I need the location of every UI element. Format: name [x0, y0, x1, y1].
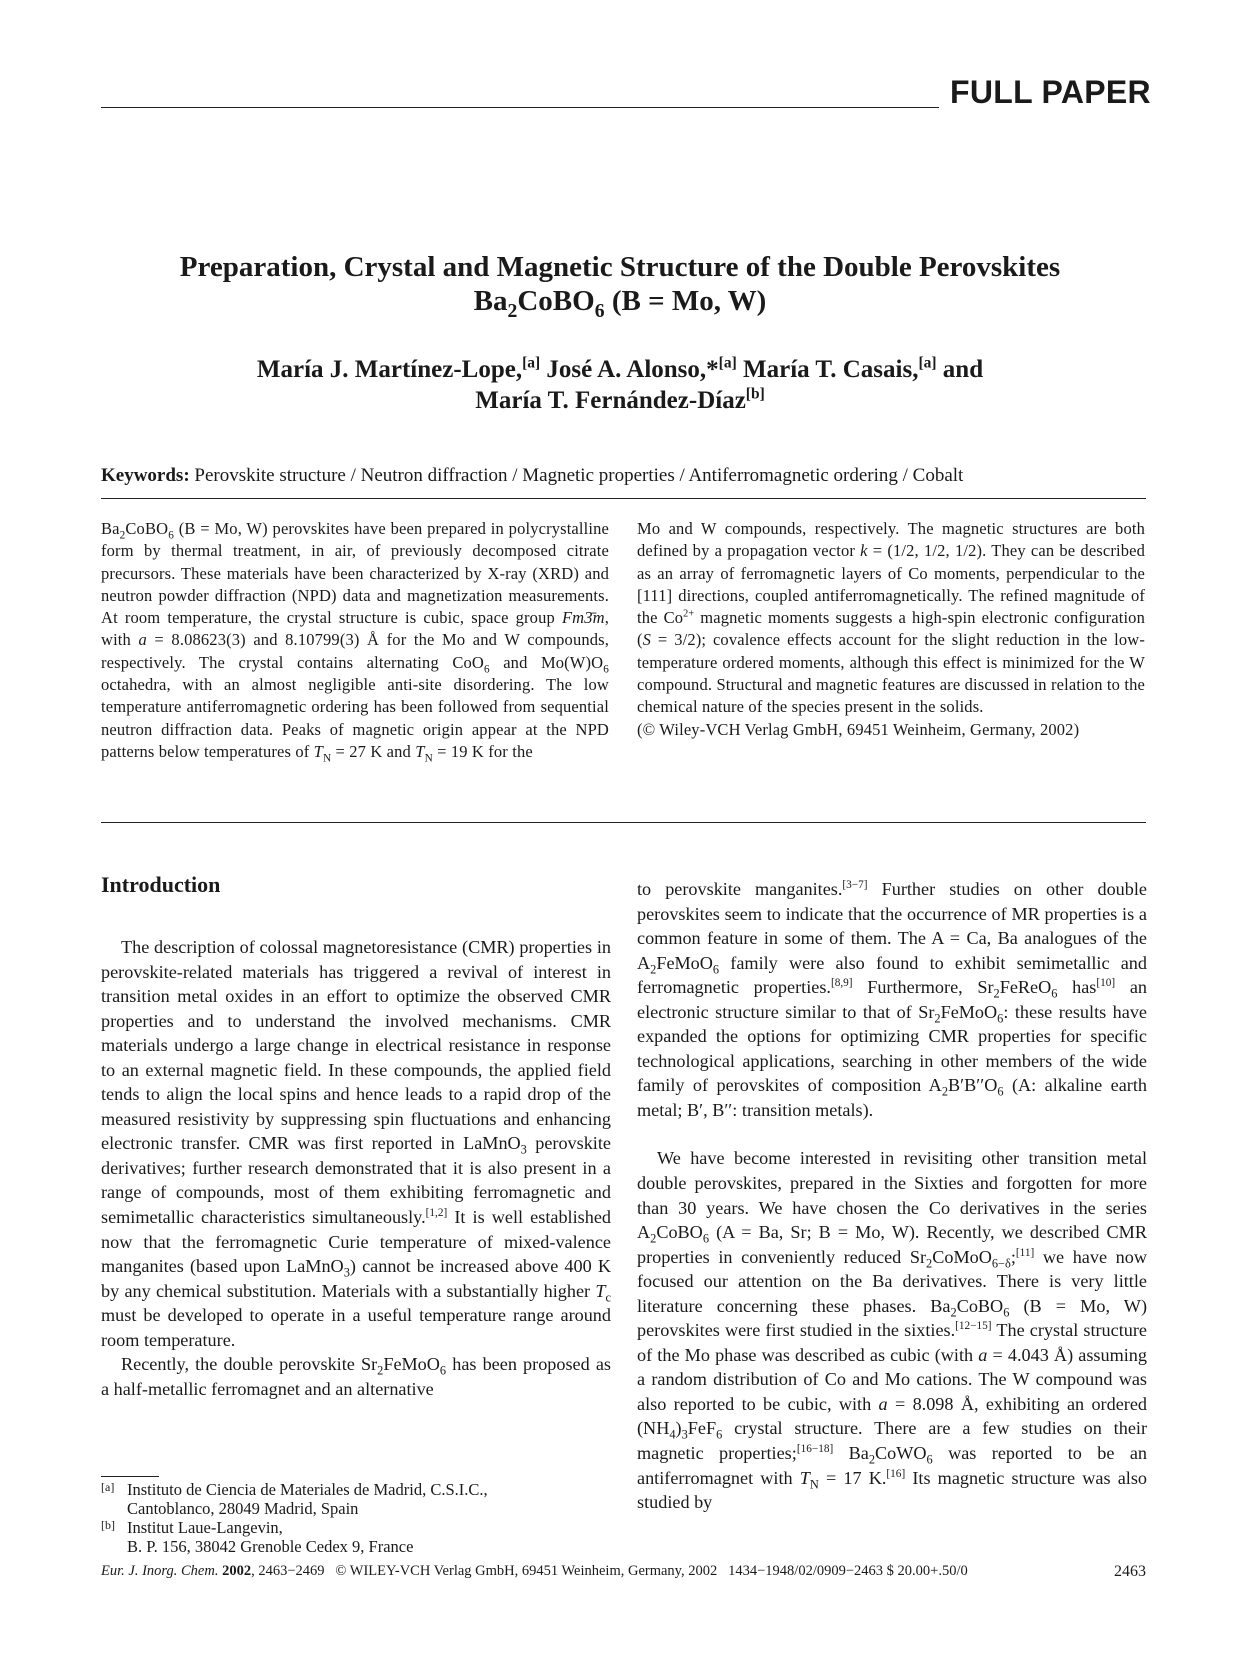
- paragraph: Recently, the double perovskite $Sr_2FeMoO_6$ has been proposed as a half-metallic ferromagnet and an alternative: [101, 1354, 611, 1399]
- affiliation-mark: [a]: [522, 354, 541, 372]
- journal-year: 2002: [222, 1563, 252, 1579]
- author-list: [100, 354, 1140, 416]
- journal-pages: , 2463−2469: [251, 1563, 325, 1579]
- citation: [3−7]: [842, 878, 868, 891]
- title-line-1: Preparation, Crystal and Magnetic Structure of the Double Perovskites: [179, 251, 1061, 283]
- abstract-right-column: Mo and W compounds, respectively. The magnetic structures are both defined by a propagation vector k = (1/2, 1/2, 1/2). They can be described as an array of ferromagnetic layers of Co moments, perpendicular to the [111] directions, coupled antiferromagnetically. The refined magnitude of the $Co^{2+}$ magnetic moments suggests a high-spin electronic configuration (S = 3/2); covalence effects account for the slight reduction in the low-temperature ordered moments, although this effect is minimized for the W compound. Structural and magnetic features are discussed in relation to the chemical nature of the species present in the solids. (© Wiley-VCH Verlag GmbH, 69451 Weinheim, Germany, 2002): [637, 519, 1145, 739]
- page-number: 2463: [1114, 1563, 1146, 1580]
- abstract-copyright: (© Wiley-VCH Verlag GmbH, 69451 Weinheim, Germany, 2002): [637, 719, 1080, 739]
- author-name: María T. Casais,: [743, 356, 919, 383]
- abstract-left-column: $Ba_2CoBO_6$ (B = Mo, W) perovskites have been prepared in polycrystalline form by thermal treatment, in air, of previously decomposed citrate precursors. These materials have been characterized by X-ray (XRD) and neutron powder diffraction (NPD) data and magnetization measurements. At room temperature, the crystal structure is cubic, space group Fm3̄m, with a = 8.08623(3) and 8.10799(3) Å for the Mo and W compounds, respectively. The crystal contains alternating CoO$_6$ and $Mo(W)O_6$ octahedra, with an almost negligible anti-site disordering. The low temperature antiferromagnetic ordering has been followed from sequential neutron diffraction data. Peaks of magnetic origin appear at the NPD patterns below temperatures of $T_N = 27$ K and $T_N = 19$ K for the: [101, 519, 610, 765]
- keywords-text: Perovskite structure / Neutron diffraction / Magnetic properties / Antiferromagnetic ordering / Cobalt: [194, 465, 964, 486]
- footnote-mark: [a]: [101, 1480, 115, 1494]
- header-rule: [101, 107, 939, 108]
- affiliation-mark: [a]: [718, 354, 737, 372]
- title-formula: $Ba_2CoBO_6$ (B = Mo, W): [473, 285, 767, 322]
- paper-title: [100, 250, 1140, 322]
- paragraph: We have become interested in revisiting other transition metal double perovskites, prepared in the Sixties and forgotten for more than 30 years. We have chosen the Co derivatives in the series $A_2CoBO_6$ (A = Ba, Sr; B = Mo, W). Recently, we described CMR properties in conveniently reduced $Sr_2CoMoO_{6-\delta};[11]$ we have now focused our attention on the Ba derivatives. There is very little literature concerning these phases. $Ba_2CoBO_6$ (B = Mo, W) perovskites were first studied in the sixties.[12−15] The crystal structure of the Mo phase was described as cubic (with a = 4.043 Å) assuming a random distribution of Co and Mo cations. The W compound was also reported to be cubic, with a = 8.098 Å, exhibiting an ordered $(NH_4)_3FeF_6$ crystal structure. There are a few studies on their magnetic properties;[16−18] $Ba_2CoWO_6$ was reported to be an antiferromagnet with $T_N = 17$ K.[16] Its magnetic structure was also studied by: [637, 1148, 1148, 1513]
- body-right-column: [637, 877, 1147, 1515]
- paragraph: The description of colossal magnetoresistance (CMR) properties in perovskite-related materials has triggered a revival of interest in transition metal oxides in an effort to optimize the observed CMR properties and to understand the involved mechanisms. CMR materials undergo a large change in electrical resistance in response to an external magnetic field. In these compounds, the applied field tends to align the local spins and hence leads to a rapid drop of the measured resistivity by suppressing spin fluctuations and enhancing electronic transfer. CMR was first reported in LaMnO$_3$ perovskite derivatives; further research demonstrated that it is also present in a range of compounds, most of them exhibiting ferromagnetic and semimetallic characteristics simultaneously.[1,2] It is well established now that the ferromagnetic Curie temperature of mixed-valence manganites (based upon LaMnO$_3$) cannot be increased above 400 K by any chemical substitution. Materials with a substantially higher $T_c$ must be developed to operate in a useful temperature range around room temperature.: [101, 937, 611, 1350]
- citation: [1,2]: [425, 1206, 448, 1219]
- author-name: María J. Martínez-Lope,: [256, 356, 523, 383]
- citation: [10]: [1096, 977, 1116, 990]
- citation: [16−18]: [796, 1442, 834, 1455]
- body-left-column: [101, 935, 611, 1401]
- footnote-rule: [101, 1476, 159, 1477]
- affiliation-footnotes: [101, 1480, 611, 1556]
- affiliation-mark: [a]: [918, 354, 937, 372]
- citation: [11]: [1015, 1246, 1035, 1259]
- abstract-top-rule: [101, 498, 1146, 499]
- affiliation-mark: [b]: [745, 385, 765, 403]
- footer-code: 1434−1948/02/0909−2463 $ 20.00+.50/0: [728, 1563, 968, 1579]
- footnote: [b] Institut Laue-Langevin, B. P. 156, 38042 Grenoble Cedex 9, France: [101, 1518, 414, 1556]
- space-group: Fm3̄m: [561, 608, 605, 628]
- author-name: José A. Alonso,*: [546, 356, 719, 383]
- abstract-bottom-rule: [101, 822, 1146, 823]
- citation: [8,9]: [830, 977, 853, 990]
- keywords-label: Keywords:: [101, 465, 190, 486]
- citation: [16]: [886, 1467, 906, 1480]
- footnote-mark: [b]: [101, 1518, 115, 1532]
- citation: [12−15]: [955, 1320, 992, 1333]
- author-name: María T. Fernández-Díaz: [475, 387, 746, 414]
- footnote: [a] Instituto de Ciencia de Materiales de Madrid, C.S.I.C., Cantoblanco, 28049 Madrid, Spain: [101, 1480, 488, 1518]
- section-label: FULL PAPER: [950, 74, 1151, 110]
- author-conjunction: and: [942, 356, 984, 383]
- page-footer: [101, 1563, 1146, 1580]
- journal-name: Eur. J. Inorg. Chem.: [101, 1563, 219, 1579]
- keywords-line: [101, 465, 1146, 487]
- footer-copyright: © WILEY-VCH Verlag GmbH, 69451 Weinheim, Germany, 2002: [335, 1563, 718, 1579]
- paragraph: to perovskite manganites.[3−7] Further studies on other double perovskites seem to indicate that the occurrence of MR properties is a common feature in some of them. The A = Ca, Ba analogues of the $A_2FeMoO_6$ family were also found to exhibit semimetallic and ferromagnetic properties.[8,9] Furthermore, $Sr_2FeReO_6$ has[10] an electronic structure similar to that of $Sr_2FeMoO_6$: these results have expanded the options for optimizing CMR properties for specific technological applications, searching in other members of the wide family of perovskites of composition $A_2B'B''O_6$ (A: alkaline earth metal; B′, B′′: transition metals).: [637, 878, 1148, 1120]
- section-heading: Introduction: [101, 872, 221, 897]
